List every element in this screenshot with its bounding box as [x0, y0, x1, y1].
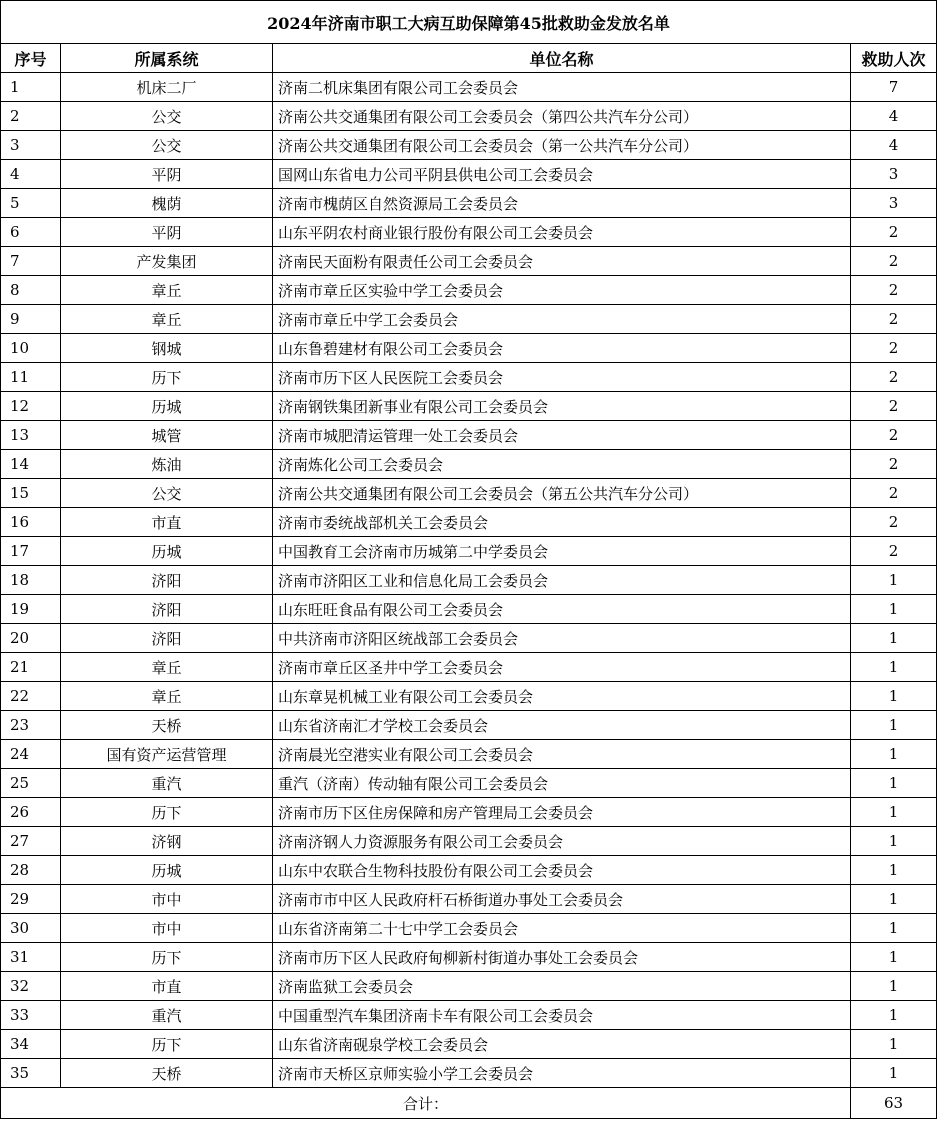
cell-unit: 济南市历下区住房保障和房产管理局工会委员会: [273, 798, 851, 827]
table-row: [1, 160, 937, 189]
table-row: [1, 624, 937, 653]
table-row: [1, 508, 937, 537]
table-row: [1, 479, 937, 508]
cell-system: 历下: [61, 798, 273, 827]
table-row: [1, 363, 937, 392]
table-row: [1, 537, 937, 566]
cell-seq: 24: [1, 740, 61, 769]
table-row: [1, 421, 937, 450]
cell-unit: 济南市章丘区实验中学工会委员会: [273, 276, 851, 305]
cell-count: 1: [851, 682, 937, 711]
cell-seq: 21: [1, 653, 61, 682]
table-row: [1, 914, 937, 943]
table-row: [1, 885, 937, 914]
cell-seq: 5: [1, 189, 61, 218]
cell-seq: 12: [1, 392, 61, 421]
table-row: [1, 943, 937, 972]
cell-count: 3: [851, 189, 937, 218]
cell-count: 1: [851, 798, 937, 827]
table-row: [1, 247, 937, 276]
cell-seq: 11: [1, 363, 61, 392]
cell-system: 市中: [61, 885, 273, 914]
cell-system: 钢城: [61, 334, 273, 363]
cell-unit: 山东旺旺食品有限公司工会委员会: [273, 595, 851, 624]
table-row: [1, 1030, 937, 1059]
cell-unit: 济南炼化公司工会委员会: [273, 450, 851, 479]
cell-system: 济钢: [61, 827, 273, 856]
cell-unit: 济南二机床集团有限公司工会委员会: [273, 73, 851, 102]
table-row: [1, 798, 937, 827]
cell-unit: 山东章晃机械工业有限公司工会委员会: [273, 682, 851, 711]
cell-system: 国有资产运营管理: [61, 740, 273, 769]
cell-count: 2: [851, 537, 937, 566]
cell-system: 章丘: [61, 305, 273, 334]
cell-system: 市直: [61, 972, 273, 1001]
cell-unit: 济南钢铁集团新事业有限公司工会委员会: [273, 392, 851, 421]
cell-system: 历下: [61, 1030, 273, 1059]
cell-seq: 7: [1, 247, 61, 276]
cell-system: 公交: [61, 479, 273, 508]
cell-seq: 15: [1, 479, 61, 508]
cell-seq: 8: [1, 276, 61, 305]
cell-seq: 18: [1, 566, 61, 595]
cell-count: 2: [851, 508, 937, 537]
cell-seq: 9: [1, 305, 61, 334]
cell-system: 济阳: [61, 566, 273, 595]
cell-unit: 济南市章丘区圣井中学工会委员会: [273, 653, 851, 682]
cell-system: 历城: [61, 856, 273, 885]
cell-system: 历城: [61, 392, 273, 421]
cell-unit: 中国教育工会济南市历城第二中学委员会: [273, 537, 851, 566]
cell-count: 1: [851, 624, 937, 653]
cell-seq: 33: [1, 1001, 61, 1030]
cell-seq: 27: [1, 827, 61, 856]
table-row: [1, 1001, 937, 1030]
title-row: [1, 1, 937, 44]
cell-unit: 济南公共交通集团有限公司工会委员会（第一公共汽车分公司）: [273, 131, 851, 160]
cell-seq: 13: [1, 421, 61, 450]
cell-seq: 29: [1, 885, 61, 914]
cell-seq: 1: [1, 73, 61, 102]
cell-count: 2: [851, 247, 937, 276]
cell-unit: 山东平阴农村商业银行股份有限公司工会委员会: [273, 218, 851, 247]
cell-count: 2: [851, 421, 937, 450]
table-row: [1, 189, 937, 218]
table-row: [1, 73, 937, 102]
document-title: 2024年济南市职工大病互助保障第45批救助金发放名单: [1, 1, 937, 44]
cell-system: 产发集团: [61, 247, 273, 276]
cell-seq: 35: [1, 1059, 61, 1088]
cell-count: 4: [851, 102, 937, 131]
cell-seq: 3: [1, 131, 61, 160]
table-row: [1, 334, 937, 363]
cell-system: 公交: [61, 131, 273, 160]
total-value: 63: [851, 1088, 937, 1119]
cell-unit: 济南监狱工会委员会: [273, 972, 851, 1001]
cell-system: 历下: [61, 943, 273, 972]
cell-seq: 20: [1, 624, 61, 653]
cell-unit: 济南市槐荫区自然资源局工会委员会: [273, 189, 851, 218]
cell-count: 1: [851, 1001, 937, 1030]
cell-unit: 济南济钢人力资源服务有限公司工会委员会: [273, 827, 851, 856]
table-row: [1, 972, 937, 1001]
table-row: [1, 305, 937, 334]
cell-system: 公交: [61, 102, 273, 131]
cell-unit: 中共济南市济阳区统战部工会委员会: [273, 624, 851, 653]
cell-system: 章丘: [61, 276, 273, 305]
cell-seq: 28: [1, 856, 61, 885]
table-row: [1, 740, 937, 769]
cell-system: 炼油: [61, 450, 273, 479]
cell-system: 重汽: [61, 1001, 273, 1030]
total-row: [1, 1088, 937, 1119]
table-row: [1, 392, 937, 421]
cell-count: 1: [851, 653, 937, 682]
table-row: [1, 769, 937, 798]
cell-unit: 国网山东省电力公司平阴县供电公司工会委员会: [273, 160, 851, 189]
cell-system: 济阳: [61, 595, 273, 624]
cell-seq: 31: [1, 943, 61, 972]
cell-unit: 山东鲁碧建材有限公司工会委员会: [273, 334, 851, 363]
cell-count: 4: [851, 131, 937, 160]
cell-system: 天桥: [61, 711, 273, 740]
cell-count: 1: [851, 595, 937, 624]
table-row: [1, 218, 937, 247]
cell-system: 平阴: [61, 160, 273, 189]
cell-unit: 济南公共交通集团有限公司工会委员会（第四公共汽车分公司）: [273, 102, 851, 131]
cell-count: 1: [851, 885, 937, 914]
cell-system: 历城: [61, 537, 273, 566]
cell-unit: 山东省济南第二十七中学工会委员会: [273, 914, 851, 943]
cell-seq: 4: [1, 160, 61, 189]
cell-system: 历下: [61, 363, 273, 392]
header-count: 救助人次: [851, 44, 937, 73]
cell-unit: 济南市委统战部机关工会委员会: [273, 508, 851, 537]
cell-count: 1: [851, 566, 937, 595]
cell-unit: 中国重型汽车集团济南卡车有限公司工会委员会: [273, 1001, 851, 1030]
cell-system: 济阳: [61, 624, 273, 653]
cell-count: 3: [851, 160, 937, 189]
cell-seq: 23: [1, 711, 61, 740]
table-row: [1, 711, 937, 740]
cell-unit: 重汽（济南）传动轴有限公司工会委员会: [273, 769, 851, 798]
table-row: [1, 682, 937, 711]
table-row: [1, 595, 937, 624]
cell-system: 章丘: [61, 653, 273, 682]
header-seq: 序号: [1, 44, 61, 73]
cell-count: 2: [851, 334, 937, 363]
cell-system: 机床二厂: [61, 73, 273, 102]
cell-system: 市中: [61, 914, 273, 943]
cell-unit: 济南公共交通集团有限公司工会委员会（第五公共汽车分公司）: [273, 479, 851, 508]
table-row: [1, 450, 937, 479]
cell-count: 1: [851, 740, 937, 769]
cell-system: 城管: [61, 421, 273, 450]
cell-unit: 济南市历下区人民政府甸柳新村街道办事处工会委员会: [273, 943, 851, 972]
cell-seq: 14: [1, 450, 61, 479]
cell-seq: 26: [1, 798, 61, 827]
cell-system: 市直: [61, 508, 273, 537]
cell-count: 2: [851, 363, 937, 392]
cell-seq: 22: [1, 682, 61, 711]
cell-count: 1: [851, 711, 937, 740]
header-system: 所属系统: [61, 44, 273, 73]
cell-unit: 济南市市中区人民政府杆石桥街道办事处工会委员会: [273, 885, 851, 914]
cell-count: 1: [851, 769, 937, 798]
cell-unit: 济南市天桥区京师实验小学工会委员会: [273, 1059, 851, 1088]
header-row: [1, 44, 937, 73]
cell-unit: 济南晨光空港实业有限公司工会委员会: [273, 740, 851, 769]
cell-count: 2: [851, 479, 937, 508]
cell-system: 平阴: [61, 218, 273, 247]
cell-seq: 10: [1, 334, 61, 363]
table-row: [1, 131, 937, 160]
table-row: [1, 856, 937, 885]
cell-unit: 济南市历下区人民医院工会委员会: [273, 363, 851, 392]
cell-unit: 山东省济南汇才学校工会委员会: [273, 711, 851, 740]
cell-count: 2: [851, 218, 937, 247]
cell-seq: 30: [1, 914, 61, 943]
cell-count: 2: [851, 276, 937, 305]
cell-count: 1: [851, 827, 937, 856]
cell-seq: 16: [1, 508, 61, 537]
cell-seq: 34: [1, 1030, 61, 1059]
cell-count: 1: [851, 914, 937, 943]
cell-count: 1: [851, 1030, 937, 1059]
table-body: [1, 73, 937, 1088]
cell-unit: 济南市章丘中学工会委员会: [273, 305, 851, 334]
cell-seq: 19: [1, 595, 61, 624]
cell-unit: 济南市城肥清运管理一处工会委员会: [273, 421, 851, 450]
table-row: [1, 566, 937, 595]
header-unit: 单位名称: [273, 44, 851, 73]
cell-system: 章丘: [61, 682, 273, 711]
table-row: [1, 653, 937, 682]
cell-unit: 济南民天面粉有限责任公司工会委员会: [273, 247, 851, 276]
cell-count: 1: [851, 972, 937, 1001]
cell-count: 2: [851, 392, 937, 421]
cell-unit: 济南市济阳区工业和信息化局工会委员会: [273, 566, 851, 595]
cell-system: 槐荫: [61, 189, 273, 218]
table-row: [1, 102, 937, 131]
cell-unit: 山东省济南砚泉学校工会委员会: [273, 1030, 851, 1059]
cell-system: 天桥: [61, 1059, 273, 1088]
cell-seq: 17: [1, 537, 61, 566]
cell-count: 2: [851, 450, 937, 479]
cell-seq: 6: [1, 218, 61, 247]
total-label: 合计：: [1, 1088, 851, 1119]
cell-count: 1: [851, 943, 937, 972]
cell-count: 2: [851, 305, 937, 334]
table-row: [1, 827, 937, 856]
cell-count: 1: [851, 856, 937, 885]
table-row: [1, 276, 937, 305]
cell-count: 7: [851, 73, 937, 102]
table-row: [1, 1059, 937, 1088]
cell-count: 1: [851, 1059, 937, 1088]
cell-unit: 山东中农联合生物科技股份有限公司工会委员会: [273, 856, 851, 885]
cell-seq: 32: [1, 972, 61, 1001]
cell-seq: 25: [1, 769, 61, 798]
cell-system: 重汽: [61, 769, 273, 798]
cell-seq: 2: [1, 102, 61, 131]
